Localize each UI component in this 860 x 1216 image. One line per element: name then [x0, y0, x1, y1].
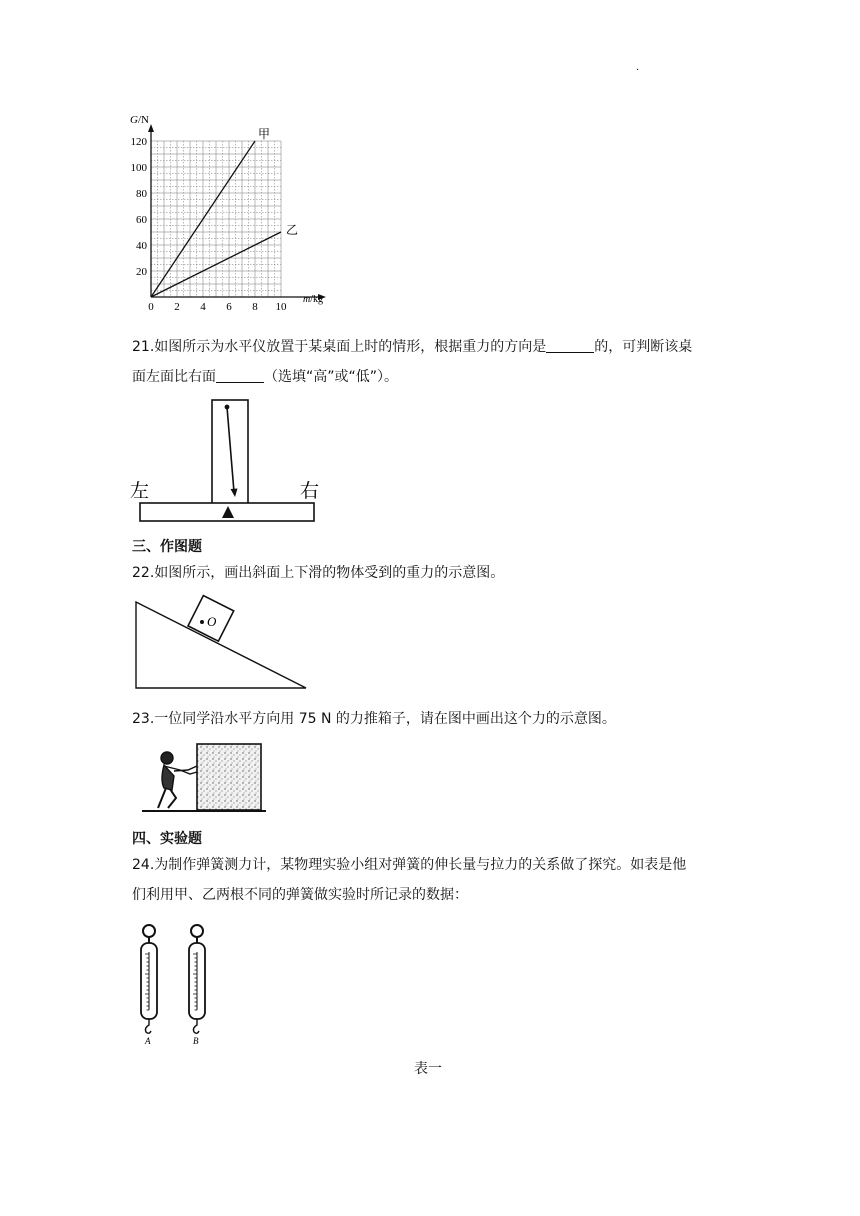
q24-line-1: 24.为制作弹簧测力计，某物理实验小组对弹簧的伸长量与拉力的关系做了探究。如表是他	[132, 857, 687, 873]
question-22: 22.如图所示，画出斜面上下滑的物体受到的重力的示意图。	[132, 565, 505, 581]
gravity-mass-chart	[118, 110, 348, 320]
q21-text-1: 21.如图所示为水平仪放置于某桌面上时的情形，根据重力的方向是	[132, 339, 547, 355]
box	[197, 744, 261, 810]
q21-text-3: 面左面比右面	[132, 369, 216, 385]
y-tick-label: 60	[136, 214, 147, 226]
x-axis-label: m/kg	[303, 294, 324, 305]
answer-blank-1[interactable]	[546, 337, 594, 353]
chart-grid	[151, 141, 281, 297]
x-tick-label: 6	[226, 301, 232, 313]
chart-series	[151, 127, 298, 297]
chart-axes	[148, 124, 326, 300]
y-tick-label: 40	[136, 240, 147, 252]
label-left: 左	[130, 481, 150, 502]
y-tick-label: 120	[130, 136, 147, 148]
q21-text-4: （选填“高”或“低”）。	[264, 369, 399, 385]
section-3-heading: 三、作图题	[132, 539, 202, 555]
x-tick-label: 8	[252, 301, 258, 313]
center-point	[200, 620, 204, 624]
push-box-figure	[140, 740, 270, 816]
y-axis-label: G/N	[130, 114, 149, 126]
spring-scale-b	[189, 925, 205, 1033]
label-b: B	[193, 1036, 199, 1046]
spring-scales-figure	[128, 922, 228, 1046]
question-24	[132, 850, 752, 910]
spring-scale-a	[141, 925, 157, 1033]
label-right: 右	[300, 481, 320, 502]
y-tick-label: 100	[130, 162, 147, 174]
y-tick-label: 20	[136, 266, 147, 278]
chart-ticks	[131, 136, 288, 313]
q24-line-2: 们利用甲、乙两根不同的弹簧做实验时所记录的数据：	[132, 887, 468, 903]
label-a: A	[145, 1036, 151, 1046]
x-tick-label: 0	[148, 301, 154, 313]
point-o-label: O	[207, 614, 217, 629]
student-figure	[158, 752, 197, 808]
y-tick-label: 80	[136, 188, 147, 200]
section-4-heading: 四、实验题	[132, 831, 202, 847]
level-figure	[128, 396, 328, 524]
incline-figure	[130, 594, 312, 694]
header-mark: .	[636, 62, 640, 73]
x-tick-label: 10	[275, 301, 287, 313]
question-21	[132, 332, 752, 392]
q21-text-2: 的，可判断该桌	[594, 339, 693, 355]
table-caption: 表一	[414, 1061, 442, 1077]
x-tick-label: 2	[174, 301, 180, 313]
series-label: 甲	[258, 127, 271, 141]
series-label: 乙	[286, 223, 299, 237]
answer-blank-2[interactable]	[216, 367, 264, 383]
x-tick-label: 4	[200, 301, 206, 313]
question-23: 23.一位同学沿水平方向用 75 N 的力推箱子，请在图中画出这个力的示意图。	[132, 711, 616, 727]
